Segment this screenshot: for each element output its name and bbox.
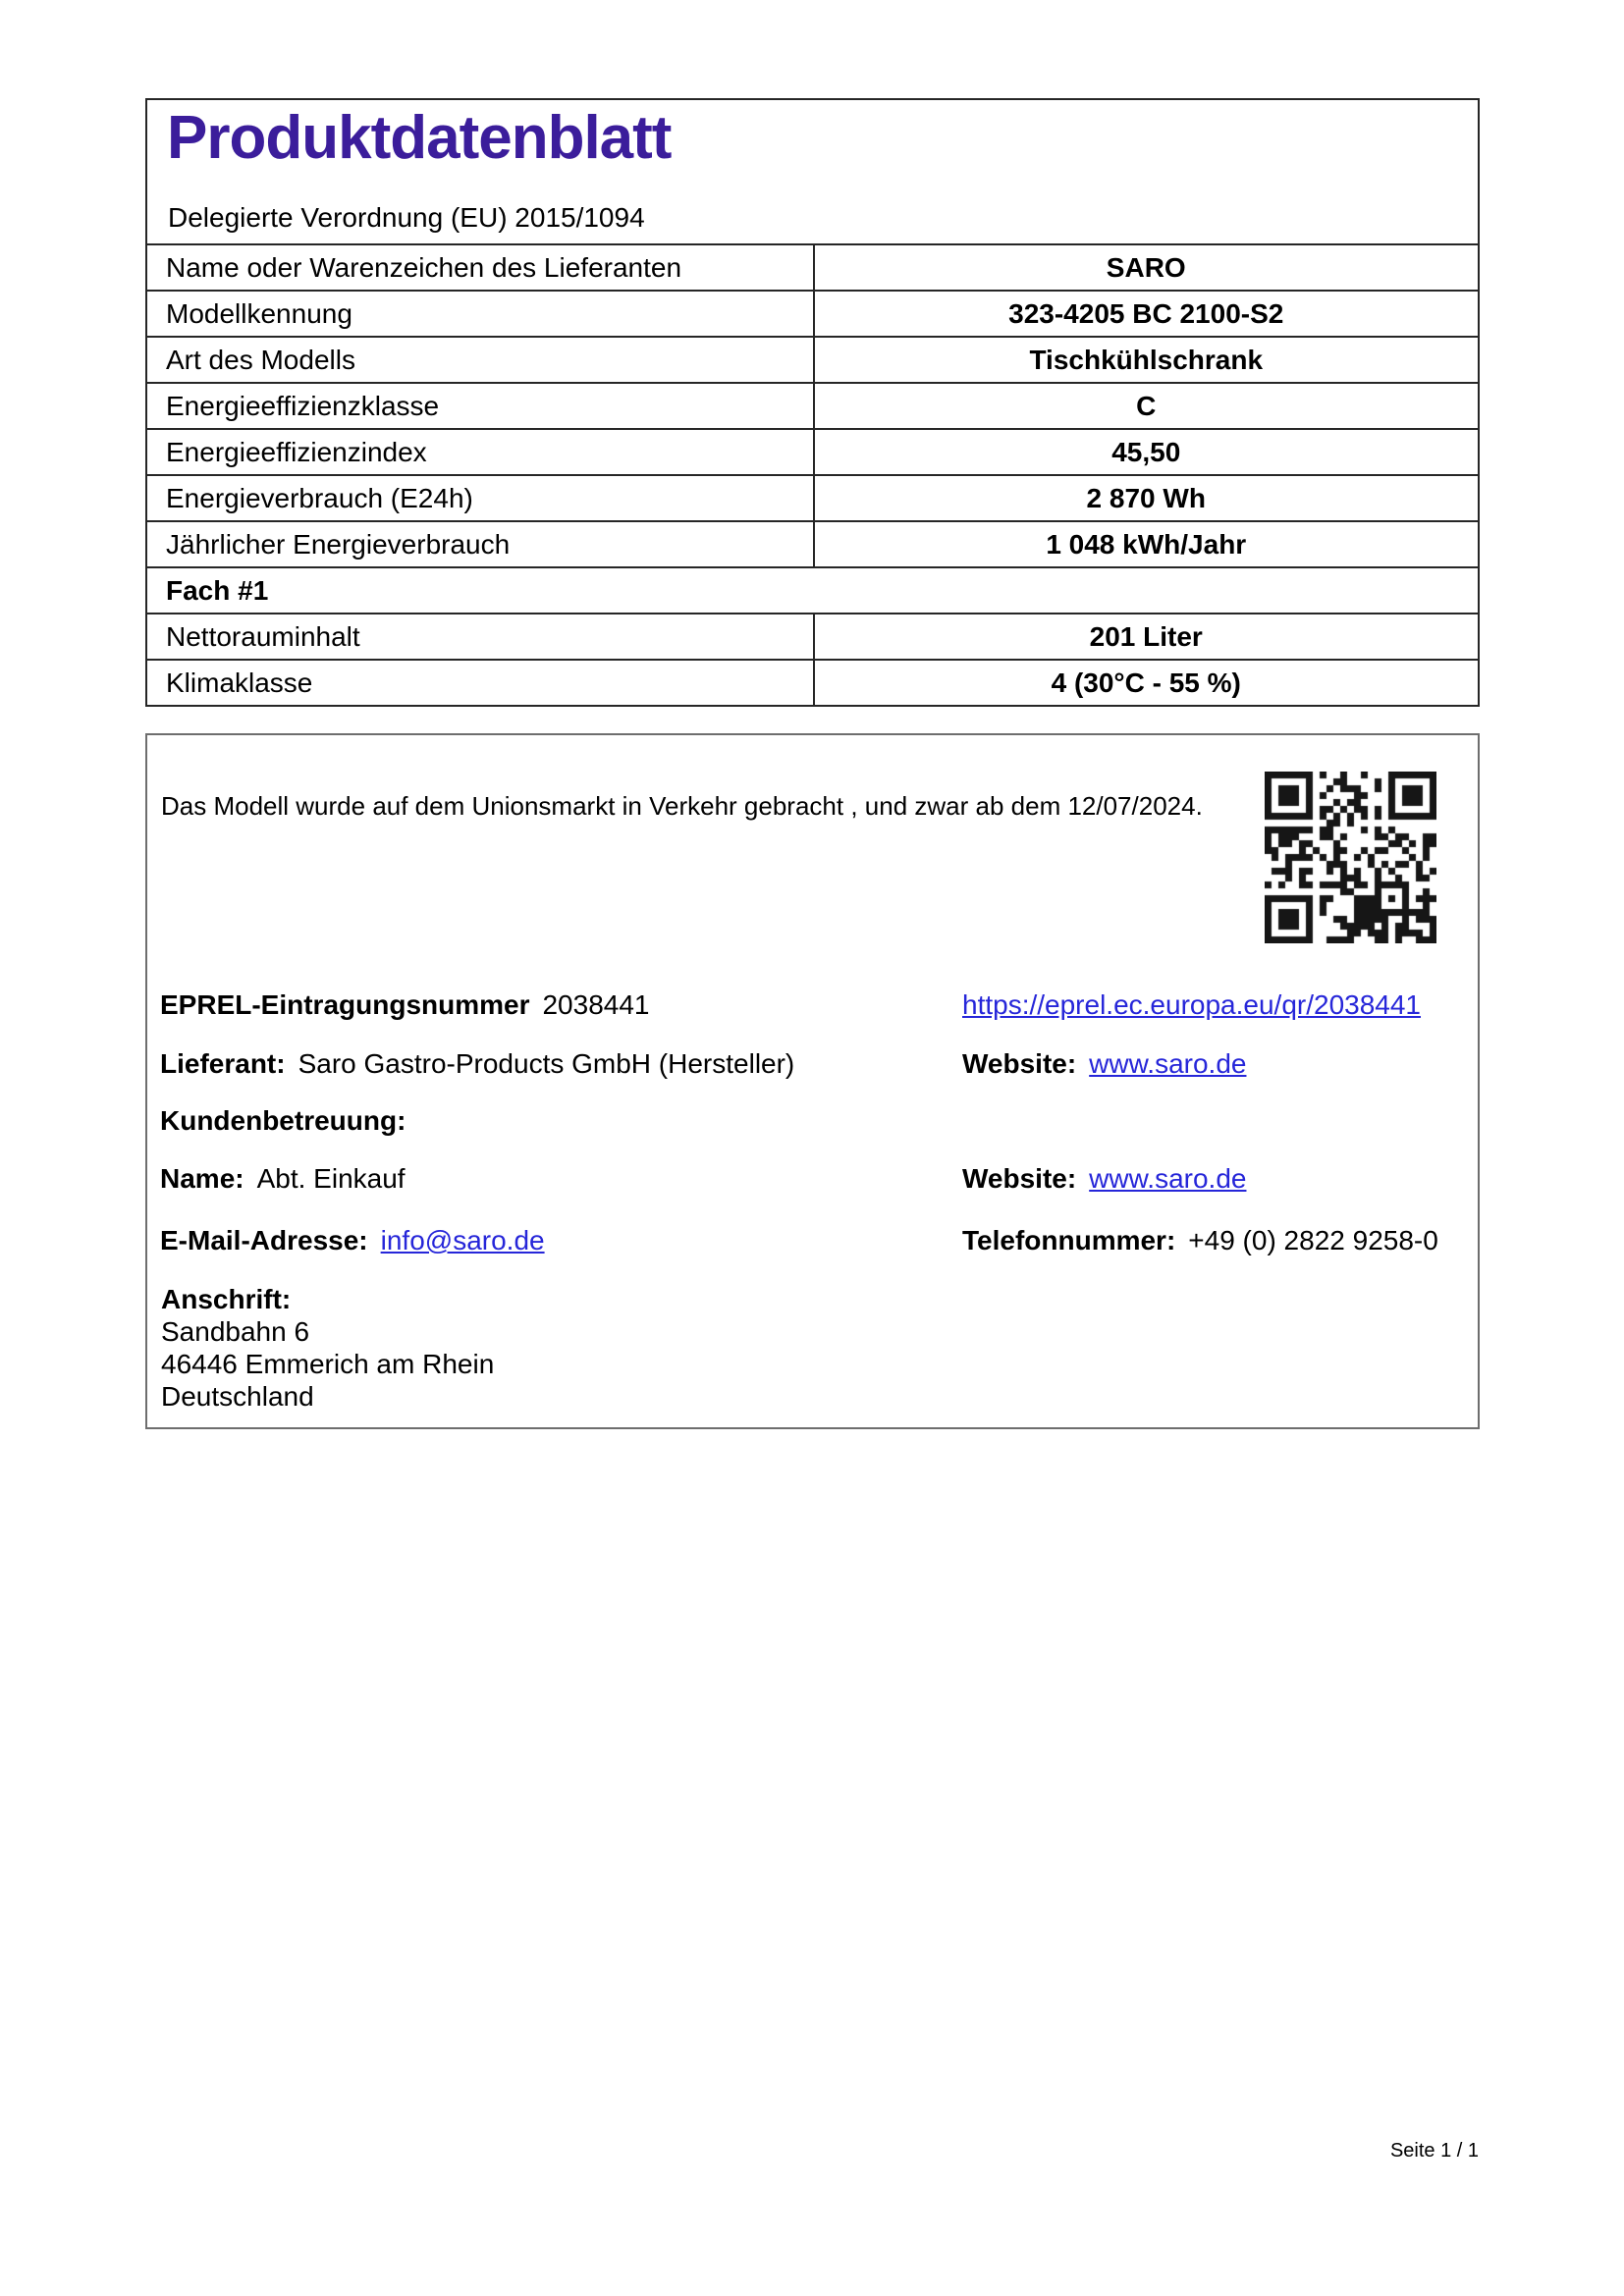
supplier-row-left bbox=[160, 1048, 794, 1080]
email-link[interactable]: info@saro.de bbox=[380, 1225, 545, 1255]
support-heading: Kundenbetreuung: bbox=[160, 1105, 406, 1136]
address-line-3: Deutschland bbox=[161, 1381, 314, 1412]
market-info-box bbox=[145, 733, 1480, 1429]
website2-link[interactable]: www.saro.de bbox=[1089, 1163, 1247, 1194]
eprel-link[interactable]: https://eprel.ec.europa.eu/qr/2038441 bbox=[962, 989, 1422, 1020]
market-statement: Das Modell wurde auf dem Unionsmarkt in Verkehr gebracht , und zwar ab dem 12/07/2024. bbox=[161, 791, 1203, 821]
table-row bbox=[147, 520, 1478, 566]
row-value: SARO bbox=[813, 245, 1479, 290]
row-label: Energieeffizienzklasse bbox=[166, 390, 440, 421]
contact-name-row-left bbox=[160, 1163, 406, 1195]
address-line-2: 46446 Emmerich am Rhein bbox=[161, 1349, 495, 1379]
eprel-row-left bbox=[160, 989, 650, 1021]
eprel-label: EPREL-Eintragungsnummer bbox=[160, 989, 530, 1020]
regulation-subtitle: Delegierte Verordnung (EU) 2015/1094 bbox=[168, 202, 645, 233]
page-number: Seite 1 / 1 bbox=[1389, 2140, 1479, 2162]
row-value: 323-4205 BC 2100-S2 bbox=[813, 292, 1479, 336]
website-label: Website: bbox=[962, 1048, 1077, 1079]
supplier-label: Lieferant: bbox=[160, 1048, 286, 1079]
email-row-right bbox=[962, 1225, 1438, 1256]
table-row bbox=[147, 290, 1478, 336]
row-label: Name oder Warenzeichen des Lieferanten bbox=[166, 251, 682, 283]
email-label: E-Mail-Adresse: bbox=[160, 1225, 368, 1255]
row-label: Art des Modells bbox=[166, 344, 355, 375]
address-line-1: Sandbahn 6 bbox=[161, 1316, 310, 1347]
section-label: Fach #1 bbox=[166, 574, 269, 606]
supplier-value: Saro Gastro-Products GmbH (Hersteller) bbox=[298, 1048, 795, 1079]
eprel-row-right bbox=[962, 989, 1421, 1021]
contact-name-value: Abt. Einkauf bbox=[256, 1163, 406, 1194]
table-row bbox=[147, 659, 1478, 705]
row-value: 45,50 bbox=[813, 430, 1479, 474]
website2-label: Website: bbox=[962, 1163, 1077, 1194]
supplier-row-right bbox=[962, 1048, 1246, 1080]
table-row bbox=[147, 474, 1478, 520]
address-block bbox=[161, 1283, 494, 1413]
row-value: 1 048 kWh/Jahr bbox=[813, 522, 1479, 566]
table-row bbox=[147, 613, 1478, 659]
page-title: Produktdatenblatt bbox=[167, 104, 672, 172]
table-section-row bbox=[147, 566, 1478, 613]
title-block bbox=[147, 100, 1478, 243]
row-label: Energieeffizienzindex bbox=[166, 436, 427, 467]
row-label: Jährlicher Energieverbrauch bbox=[166, 528, 511, 560]
qr-code bbox=[1265, 772, 1436, 943]
contact-name-row-right bbox=[962, 1163, 1246, 1195]
row-label: Nettorauminhalt bbox=[166, 620, 360, 652]
row-value: C bbox=[813, 384, 1479, 428]
row-value: 201 Liter bbox=[813, 614, 1479, 659]
table-row bbox=[147, 428, 1478, 474]
row-value: Tischkühlschrank bbox=[813, 338, 1479, 382]
row-label: Energieverbrauch (E24h) bbox=[166, 482, 473, 513]
website-link[interactable]: www.saro.de bbox=[1089, 1048, 1247, 1079]
eprel-number: 2038441 bbox=[542, 989, 650, 1020]
row-value: 4 (30°C - 55 %) bbox=[813, 661, 1479, 705]
table-row bbox=[147, 336, 1478, 382]
table-row bbox=[147, 243, 1478, 290]
row-label: Modellkennung bbox=[166, 297, 352, 329]
phone-label: Telefonnummer: bbox=[962, 1225, 1176, 1255]
product-datasheet-box bbox=[145, 98, 1480, 707]
phone-value: +49 (0) 2822 9258-0 bbox=[1188, 1225, 1438, 1255]
contact-name-label: Name: bbox=[160, 1163, 244, 1194]
email-row-left bbox=[160, 1225, 545, 1256]
address-heading: Anschrift: bbox=[161, 1284, 292, 1314]
support-heading-row bbox=[160, 1105, 406, 1137]
table-row bbox=[147, 382, 1478, 428]
row-value: 2 870 Wh bbox=[813, 476, 1479, 520]
row-label: Klimaklasse bbox=[166, 667, 313, 698]
